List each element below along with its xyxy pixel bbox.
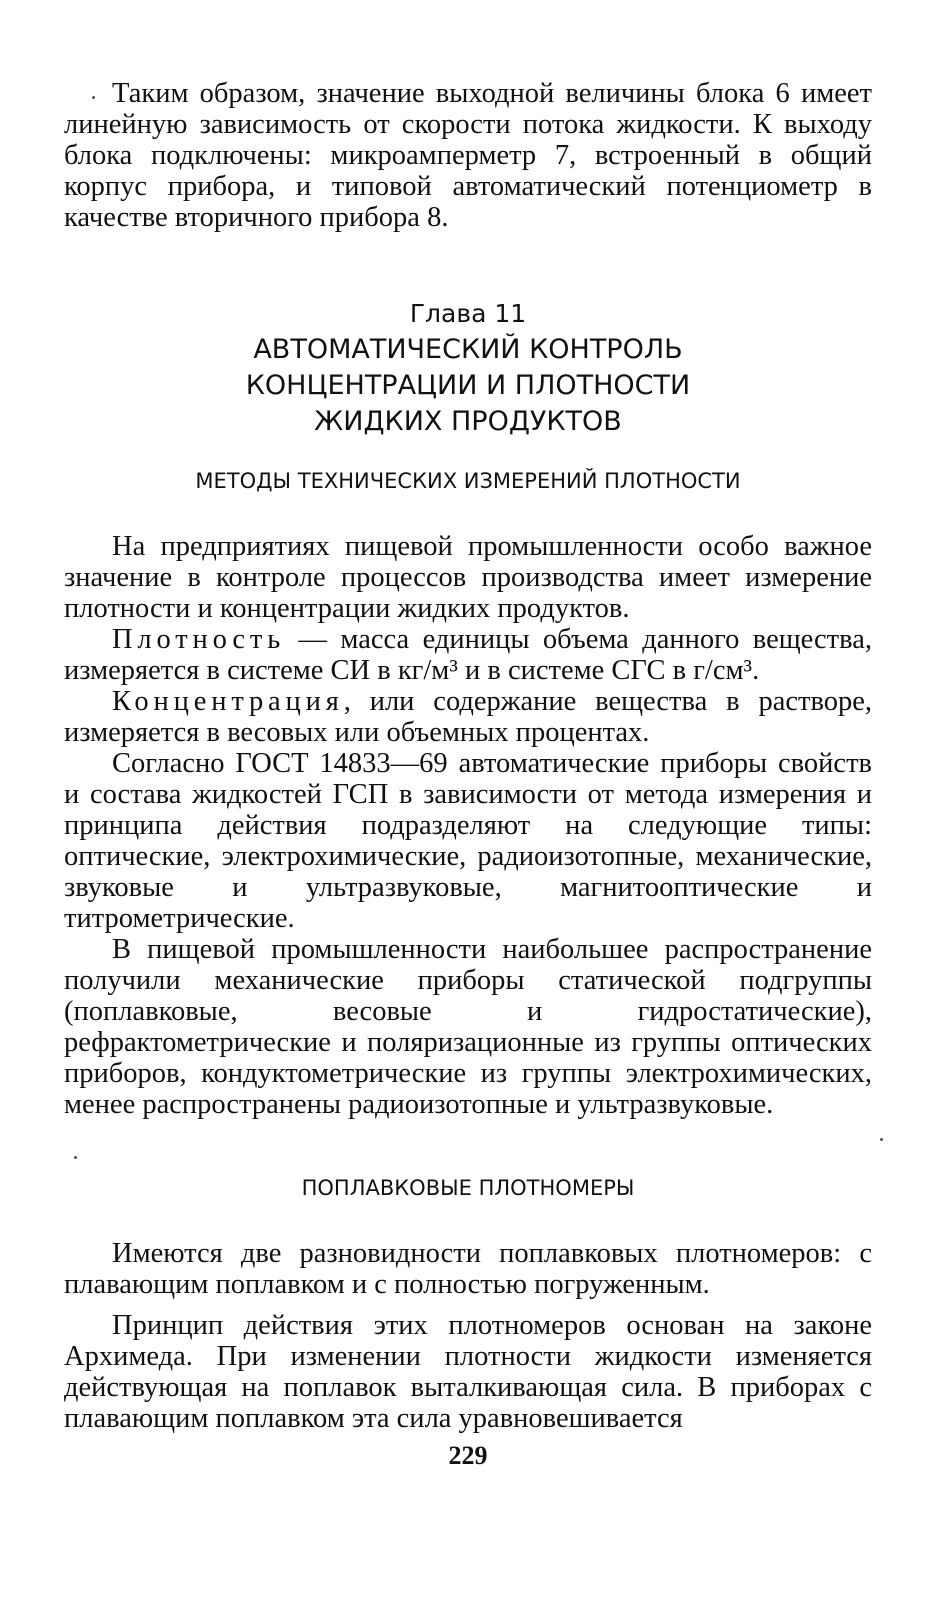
methods-paragraph-2 xyxy=(64,624,872,686)
chapter-title-line-2: КОНЦЕНТРАЦИИ И ПЛОТНОСТИ xyxy=(245,370,691,401)
section-title-float-densimeters: ПОПЛАВКОВЫЕ ПЛОТНОМЕРЫ xyxy=(301,1176,635,1200)
chapter-title-line-1: АВТОМАТИЧЕСКИЙ КОНТРОЛЬ xyxy=(253,334,683,365)
concentration-definition: , или содержание вещества в растворе, измеряется в весовых или объемных процентах. xyxy=(64,686,872,748)
float-paragraph-2: Принцип действия этих плотномеров основан на законе Архимеда. При изменении плотности жидкости изменяется действующая на поплавок выталкивающая сила. В приборах с плавающим поплавком эта сила уравновешивается xyxy=(64,1310,872,1434)
page-number: 229 xyxy=(448,1441,488,1470)
methods-paragraph-3 xyxy=(64,686,872,748)
intro-block xyxy=(64,78,872,233)
section-title-methods: МЕТОДЫ ТЕХНИЧЕСКИХ ИЗМЕРЕНИЙ ПЛОТНОСТИ xyxy=(195,469,741,493)
section-float-densimeters xyxy=(64,1174,872,1434)
print-speck xyxy=(880,1138,883,1141)
methods-paragraph-5: В пищевой промышленности наибольшее распространение получили механические приборы статической подгруппы (поплавковые, весовые и гидростатические), рефрактометрические и поляризационные из группы оптических приборов, кондуктометрические из группы электрохимических, менее распространены радиоизотопные и ультразвуковые. xyxy=(64,934,872,1120)
print-speck xyxy=(74,1156,77,1159)
print-speck xyxy=(92,96,95,99)
chapter-title-line-3: ЖИДКИХ ПРОДУКТОВ xyxy=(314,406,622,437)
intro-paragraph: Таким образом, значение выходной величины блока 6 имеет линейную зависимость от скорости потока жидкости. К выходу блока подключены: микроамперметр 7, встроенный в общий корпус прибора, и типовой автоматический потенциометр в качестве вторичного прибора 8. xyxy=(64,78,872,233)
methods-paragraph-4: Согласно ГОСТ 14833—69 автоматические приборы свойств и состава жидкостей ГСП в зависимости от метода измерения и принципа действия подразделяют на следующие типы: оптические, электрохимические, радиоизотопные, механические, звуковые и ультразвуковые, магнитооптические и титрометрические. xyxy=(64,748,872,934)
section-methods xyxy=(64,467,872,1120)
methods-paragraph-1: На предприятиях пищевой промышленности особо важное значение в контроле процессов производства имеет измерение плотности и концентрации жидких продуктов. xyxy=(64,531,872,624)
book-page xyxy=(64,0,872,1600)
float-paragraph-1: Имеются две разновидности поплавковых плотномеров: с плавающим поплавком и с полностью погруженным. xyxy=(64,1238,872,1300)
chapter-header xyxy=(64,296,872,440)
term-density: Плотность xyxy=(112,624,286,655)
chapter-number: Глава 11 xyxy=(409,299,527,328)
term-concentration: Концентрация xyxy=(112,686,344,717)
density-definition: — масса единицы объема данного вещества, измеряется в системе СИ в кг/м³ и в системе СГС в г/см³. xyxy=(64,624,872,686)
